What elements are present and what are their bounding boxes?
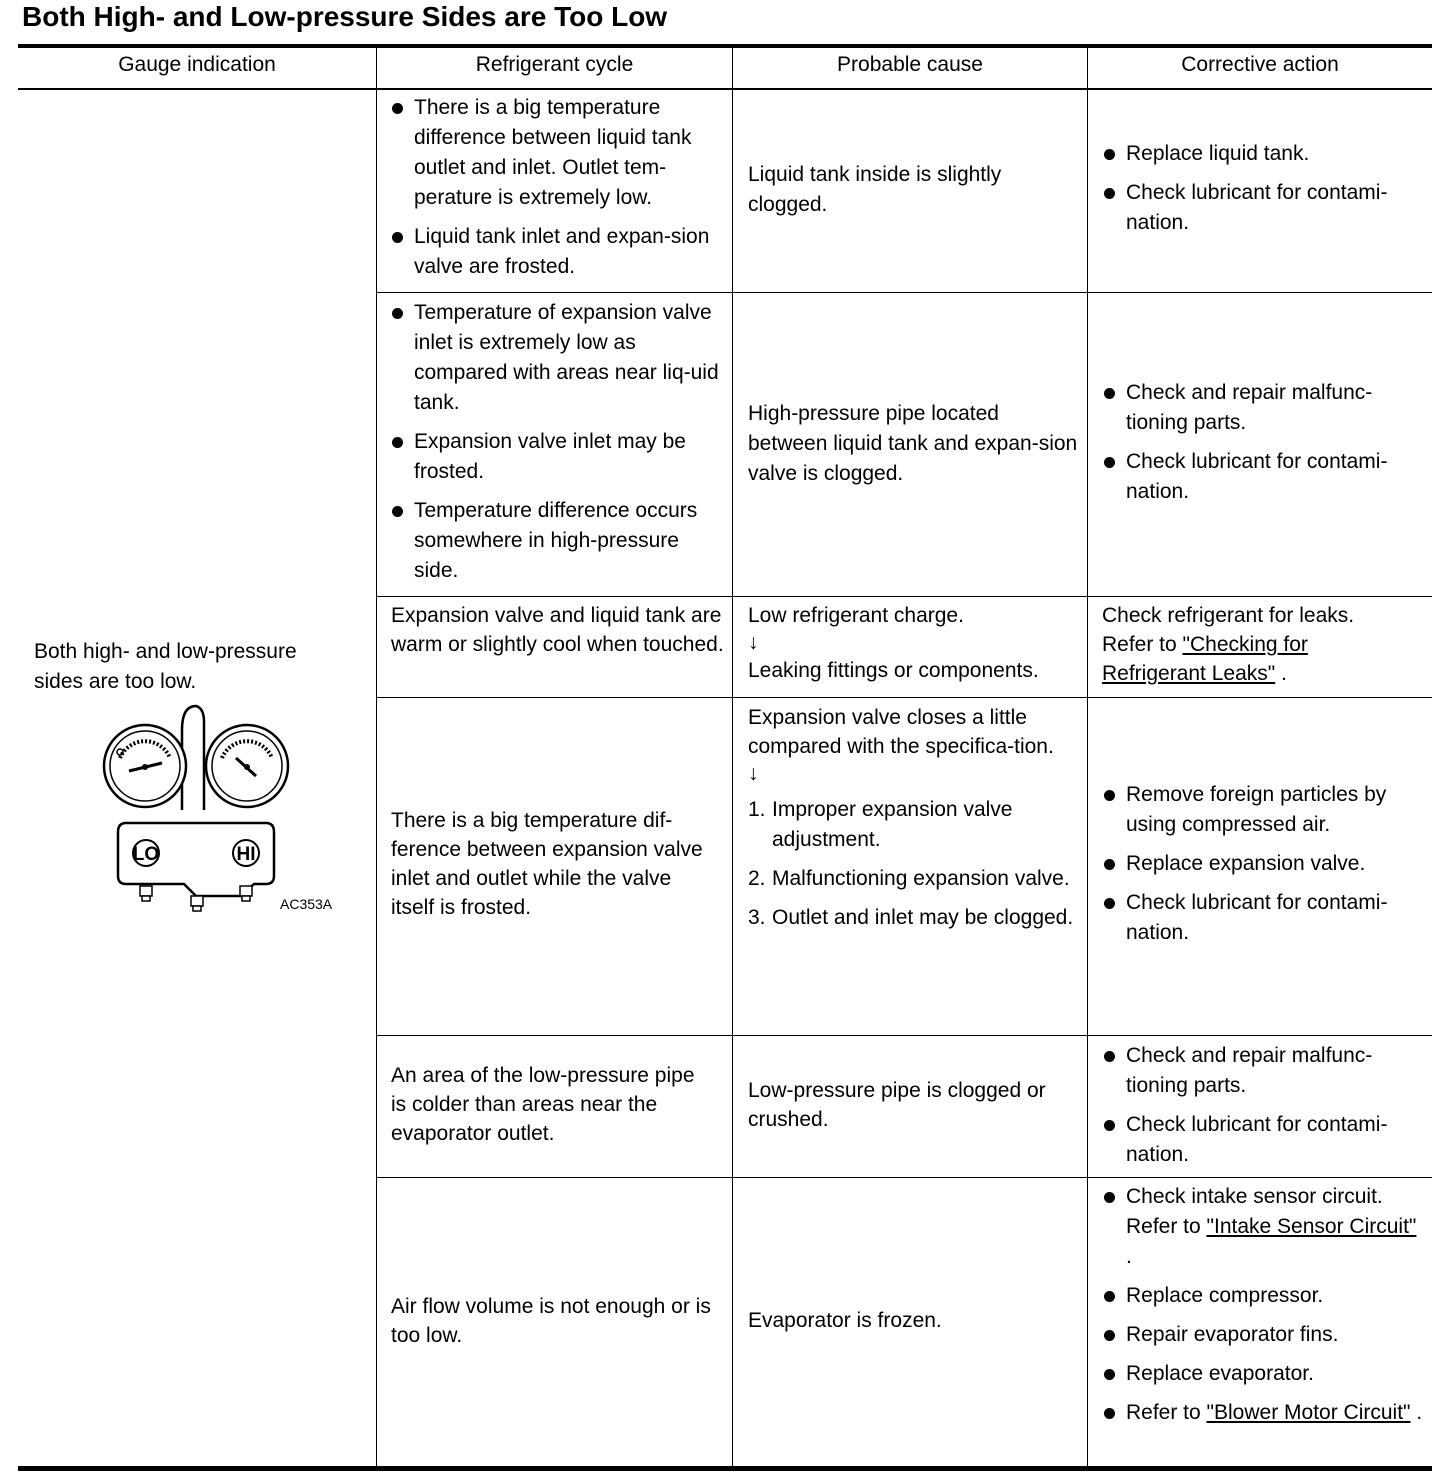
row6-corrective-action [1102,1182,1424,1428]
list-item: Check lubricant for contami-nation. [1102,178,1424,238]
list-item: Expansion valve inlet may be frosted. [390,427,726,487]
row4-probable-cause [748,703,1078,933]
list-item: Replace evaporator. [1102,1359,1424,1389]
arrow-down-icon: ↓ [748,762,759,785]
row-divider [376,1035,1432,1036]
row3-corrective-action [1102,601,1402,688]
list-item: Check and repair malfunc-tioning parts. [1102,378,1424,438]
hi-valve-label: HI [236,844,256,865]
table-top-rule [18,44,1432,48]
list-item: 1. Improper expansion valve adjustment. [748,798,1013,851]
list-item: Check intake sensor circuit. Refer to "Intake Sensor Circuit" . [1102,1182,1424,1272]
row3-refrigerant-cycle: Expansion valve and liquid tank are warm or slightly cool when touched. [391,604,724,656]
row6-refrigerant-cycle: Air flow volume is not enough or is too low. [391,1295,711,1347]
action-text-end: . [1281,662,1287,685]
figure-id: AC353A [280,896,333,912]
high-pressure-gauge-icon [206,725,288,807]
page-title: Both High- and Low-pressure Sides are Too Low [22,1,668,32]
header-gauge-indication: Gauge indication [118,53,276,76]
row-divider [376,596,1432,597]
checking-refrigerant-leaks-link[interactable]: "Checking for Refrigerant Leaks" [1102,633,1308,685]
list-item: Replace compressor. [1102,1281,1424,1311]
row2-corrective-action [1102,378,1424,507]
row2-refrigerant-cycle [390,298,726,586]
column-divider [1087,46,1088,1467]
lo-valve-label: LO [132,844,160,865]
blower-motor-circuit-link[interactable]: "Blower Motor Circuit" [1206,1401,1411,1424]
list-item: Check lubricant for contami-nation. [1102,888,1424,948]
intake-sensor-circuit-link[interactable]: "Intake Sensor Circuit" [1206,1215,1417,1238]
row3-probable-cause [748,601,1084,685]
table-bottom-rule [18,1466,1432,1471]
row1-probable-cause: Liquid tank inside is slightly clogged. [748,163,1002,216]
row5-refrigerant-cycle: An area of the low-pressure pipe is colder than areas near the evaporator outlet. [391,1064,695,1145]
arrow-down-icon: ↓ [748,631,759,654]
row-divider [376,292,1432,293]
list-item: Refer to "Blower Motor Circuit" . [1102,1398,1424,1428]
row5-probable-cause: Low-pressure pipe is clogged or crushed. [748,1079,1046,1131]
action-text: Check refrigerant for leaks. Refer to [1102,604,1355,656]
cause-text: Leaking fittings or components. [748,659,1039,682]
header-bottom-rule [18,88,1432,90]
list-item: There is a big temperature difference between liquid tank outlet and inlet. Outlet tem-perature is extremely low. [390,93,726,213]
row1-refrigerant-cycle [390,93,726,282]
column-divider [376,46,377,1467]
row5-corrective-action [1102,1041,1424,1170]
row6-probable-cause: Evaporator is frozen. [748,1309,942,1332]
row4-corrective-action [1102,780,1424,948]
list-item: Check lubricant for contami-nation. [1102,1110,1424,1170]
header-probable-cause: Probable cause [837,53,983,76]
low-pressure-gauge-icon [104,725,186,807]
list-item: Replace liquid tank. [1102,139,1424,169]
row-divider [376,697,1432,698]
cause-text: Low refrigerant charge. [748,604,964,627]
gauge-indication-text: Both high- and low-pressure sides are too low. [34,640,297,693]
list-item: Check lubricant for contami-nation. [1102,447,1424,507]
manifold-gauge-illustration [96,700,346,915]
row2-probable-cause: High-pressure pipe located between liquid tank and expan-sion valve is clogged. [748,402,1078,485]
list-item: 2. Malfunctioning expansion valve. [748,867,1070,890]
column-divider [732,46,733,1467]
list-item: Liquid tank inlet and expan-sion valve are frosted. [390,222,726,282]
list-item: Temperature difference occurs somewhere in high-pressure side. [390,496,726,586]
row4-refrigerant-cycle: There is a big temperature dif-ference between expansion valve inlet and outlet while the valve itself is frosted. [391,809,703,919]
cause-text: Expansion valve closes a little compared with the specifica-tion. [748,706,1054,758]
list-item: 3. Outlet and inlet may be clogged. [748,906,1074,929]
row1-corrective-action [1102,139,1424,238]
list-item: Repair evaporator fins. [1102,1320,1424,1350]
header-corrective-action: Corrective action [1181,53,1339,76]
list-item: Check and repair malfunc-tioning parts. [1102,1041,1424,1101]
header-refrigerant-cycle: Refrigerant cycle [475,53,634,76]
row-divider [376,1177,1432,1178]
list-item: Remove foreign particles by using compressed air. [1102,780,1424,840]
list-item: Replace expansion valve. [1102,849,1424,879]
list-item: Temperature of expansion valve inlet is extremely low as compared with areas near liq-uid tank. [390,298,726,418]
